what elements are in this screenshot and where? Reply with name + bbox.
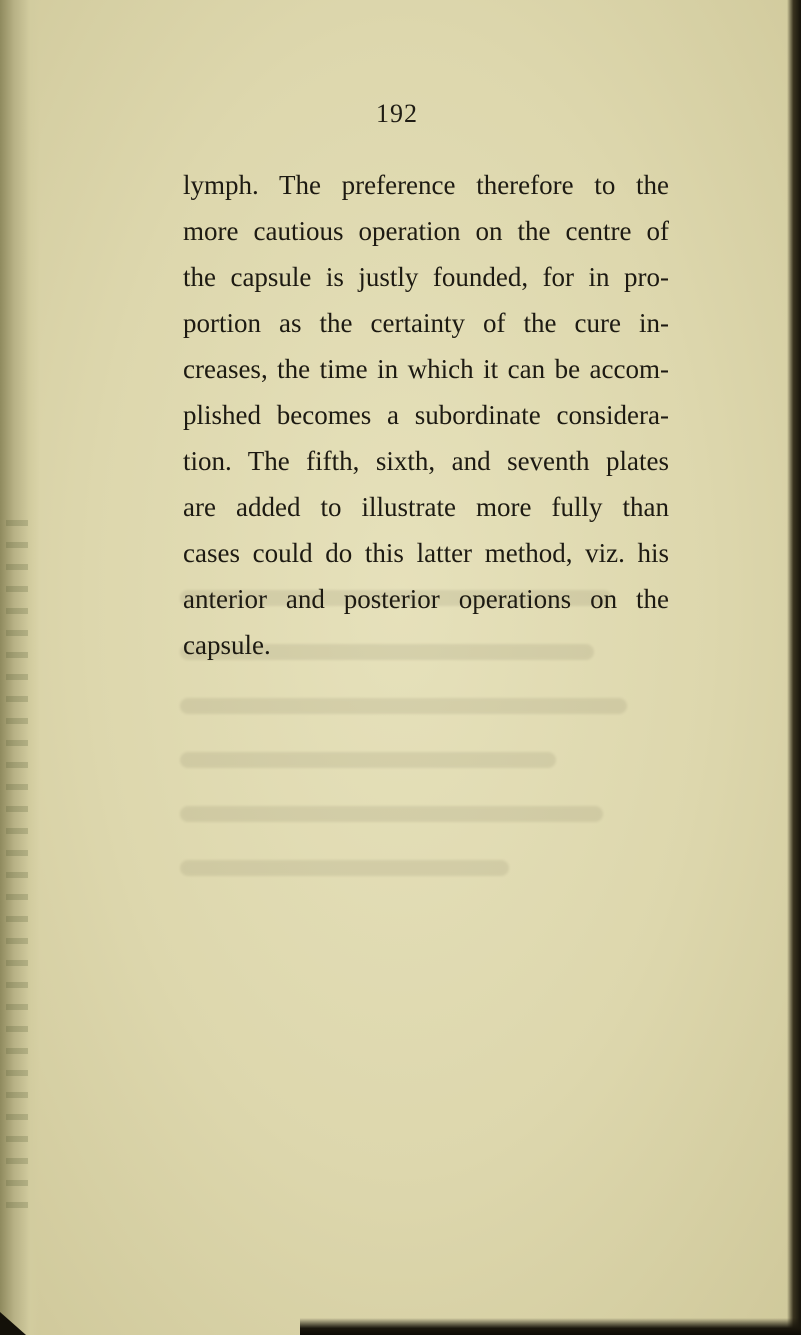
binding-stain xyxy=(6,520,28,1220)
text-line: cases could do this latter method, viz. his xyxy=(183,538,669,568)
body-paragraph xyxy=(183,162,669,668)
page-number: 192 xyxy=(376,99,418,128)
text-line: plished becomes a subordinate considera- xyxy=(183,400,669,430)
text-line: capsule. xyxy=(183,630,271,660)
page-edge-shadow xyxy=(787,0,801,1335)
text-line: anterior and posterior operations on the xyxy=(183,584,669,614)
text-line: lymph. The preference therefore to the xyxy=(183,170,669,200)
text-line: tion. The fifth, sixth, and seventh plates xyxy=(183,446,669,476)
text-line: creases, the time in which it can be accom- xyxy=(183,354,669,384)
text-line: more cautious operation on the centre of xyxy=(183,216,669,246)
bottom-edge-shadow xyxy=(300,1318,801,1335)
text-line: the capsule is justly founded, for in pro- xyxy=(183,262,669,292)
text-line: portion as the certainty of the cure in- xyxy=(183,308,669,338)
corner-shadow xyxy=(0,1312,26,1335)
text-line: are added to illustrate more fully than xyxy=(183,492,669,522)
